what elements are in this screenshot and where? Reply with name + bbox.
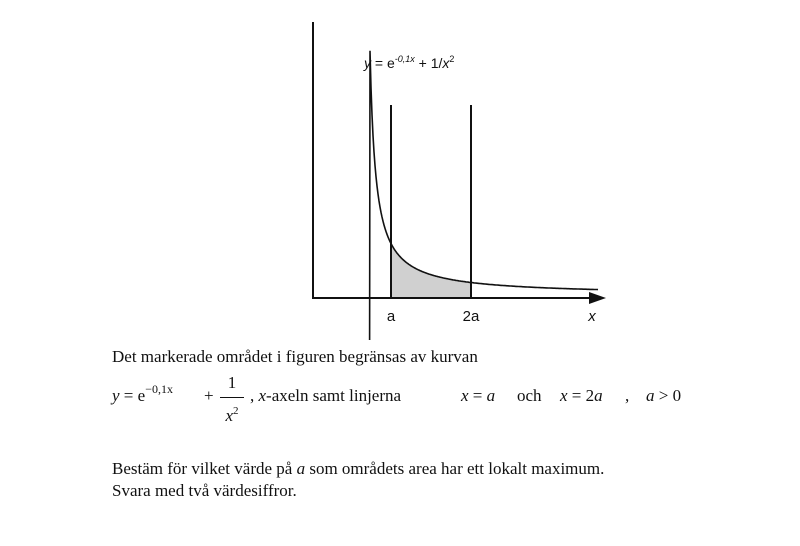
question-line-2: Svara med två värdesiffror. [112,481,297,500]
fraction-denominator: $x^2$ [225,405,239,425]
cond3-rel: > 0 [654,386,682,405]
word-och: och [517,386,542,405]
cond1-x: x [461,386,469,405]
cond2-x: x [560,386,568,405]
formula-x-axis-x: x [258,386,267,405]
cond2-eq: = 2 [567,386,595,405]
condition-separator: , [625,386,630,405]
curve [348,51,598,340]
problem-intro: Det markerade området i figuren begränsas av kurvan [112,347,478,366]
shaded-area [391,244,471,299]
cond2-a: a [594,386,603,405]
curve-label: $y = e^{-0,1x} + 1/x^2$ [364,54,455,71]
fraction-numerator: 1 [227,373,237,392]
formula-rest-text: -axeln samt linjerna [266,386,402,405]
x-axis-label: x [588,308,596,325]
tick-label-2a: 2a [462,308,480,325]
question-line-1: Bestäm för vilket värde på a som områdets area har ett lokalt maximum. [112,459,605,478]
x-axis-arrowhead [589,292,606,304]
cond3-a: a [646,386,655,405]
cond1-eq: = [468,386,487,405]
cond1-a: a [486,386,496,405]
formula-exponent: −0,1x [145,382,173,396]
formula-y: y [112,386,120,405]
problem-question [112,458,604,502]
problem-formula-line [112,372,712,432]
fraction-bar [220,397,244,398]
tick-label-a: a [386,308,396,325]
formula-comma: , [250,386,255,405]
formula-plus: + [204,386,214,405]
formula-eq: = e [119,386,146,405]
